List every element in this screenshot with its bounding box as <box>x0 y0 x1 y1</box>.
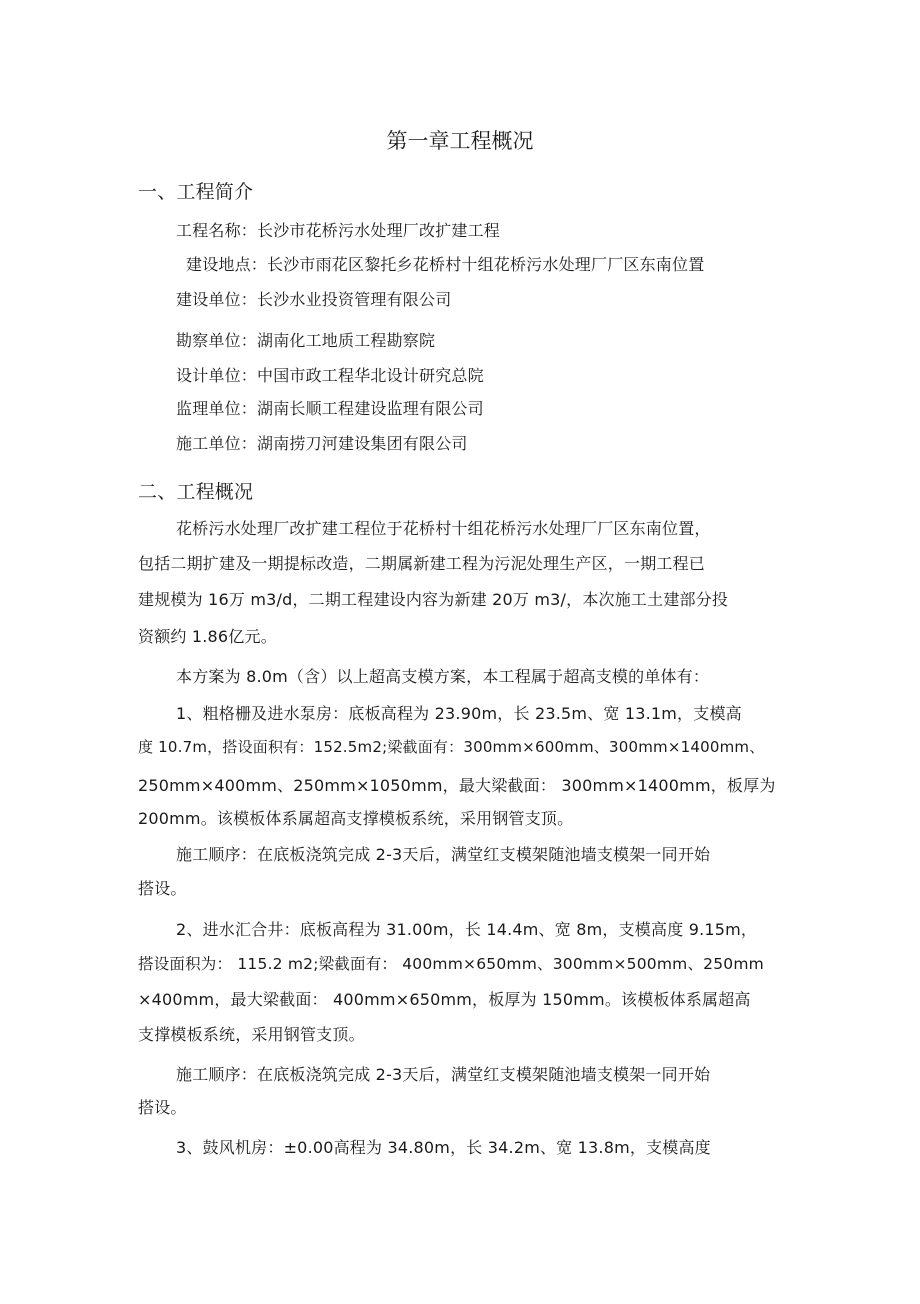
paragraph-line: 搭设面积为： 115.2 m2;梁截面有： 400mm×650mm、300mm×500mm、250mm <box>138 955 764 973</box>
section-heading-summary: 二、工程概况 <box>138 481 254 503</box>
info-location: 建设地点：长沙市雨花区黎托乡花桥村十组花桥污水处理厂厂区东南位置 <box>186 255 705 274</box>
info-project-name: 工程名称：长沙市花桥污水处理厂改扩建工程 <box>176 221 501 240</box>
paragraph-line: 200mm。该模板体系属超高支撑模板系统，采用钢管支顶。 <box>138 809 574 828</box>
paragraph-line: 3、鼓风机房：±0.00高程为 34.80m，长 34.2m、宽 13.8m，支模高度 <box>176 1138 711 1157</box>
paragraph-line: 度 10.7m，搭设面积有：152.5m2;梁截面有：300mm×600mm、300mm×1400mm、 <box>138 738 765 756</box>
paragraph-line: 支撑模板系统，采用钢管支顶。 <box>138 1025 365 1044</box>
paragraph-line: 施工顺序：在底板浇筑完成 2-3天后，满堂红支模架随池墙支模架一同开始 <box>176 1065 711 1084</box>
section-heading-overview: 一、工程简介 <box>138 181 254 203</box>
paragraph-line: 资额约 1.86亿元。 <box>138 627 277 646</box>
chapter-title: 第一章工程概况 <box>386 129 534 153</box>
paragraph-line: 2、进水汇合井：底板高程为 31.00m，长 14.4m、宽 8m，支模高度 9.15m， <box>176 920 758 939</box>
paragraph-line: ×400mm，最大梁截面： 400mm×650mm，板厚为 150mm。该模板体系属超高 <box>138 990 751 1009</box>
paragraph-line: 搭设。 <box>138 1098 187 1117</box>
paragraph-line: 施工顺序：在底板浇筑完成 2-3天后，满堂红支模架随池墙支模架一同开始 <box>176 845 711 864</box>
info-design: 设计单位：中国市政工程华北设计研究总院 <box>176 366 484 385</box>
paragraph-line: 250mm×400mm、250mm×1050mm，最大梁截面： 300mm×1400mm，板厚为 <box>138 776 776 795</box>
paragraph-line: 搭设。 <box>138 879 187 898</box>
paragraph-line: 本方案为 8.0m（含）以上超高支模方案，本工程属于超高支模的单体有： <box>176 667 710 686</box>
paragraph-line: 包括二期扩建及一期提标改造，二期属新建工程为污泥处理生产区，一期工程已 <box>138 554 706 573</box>
paragraph-line: 1、粗格栅及进水泵房：底板高程为 23.90m，长 23.5m、宽 13.1m，支模高 <box>176 704 742 723</box>
info-survey: 勘察单位：湖南化工地质工程勘察院 <box>176 331 436 350</box>
paragraph-line: 花桥污水处理厂改扩建工程位于花桥村十组花桥污水处理厂厂区东南位置， <box>176 519 711 538</box>
info-owner: 建设单位：长沙水业投资管理有限公司 <box>176 290 452 309</box>
info-contractor: 施工单位：湖南捞刀河建设集团有限公司 <box>176 434 468 453</box>
info-supervision: 监理单位：湖南长顺工程建设监理有限公司 <box>176 399 484 418</box>
paragraph-line: 建规模为 16万 m3/d，二期工程建设内容为新建 20万 m3/，本次施工土建部分投 <box>138 590 729 609</box>
